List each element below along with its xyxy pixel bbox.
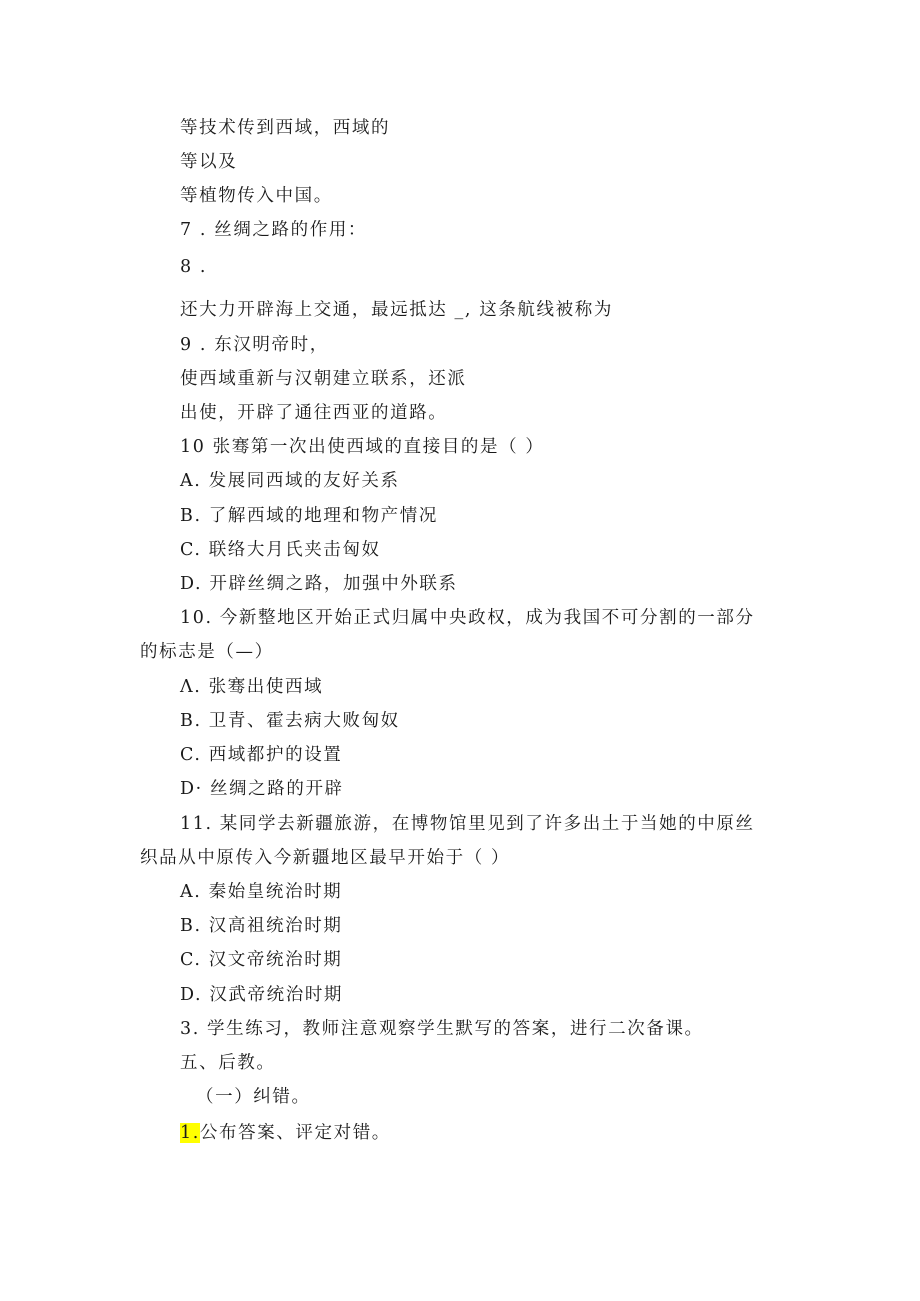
text-line: 等以及 bbox=[180, 152, 238, 172]
question-10b: 10. 今新整地区开始正式归属中央政权，成为我国不可分割的一部分 bbox=[180, 608, 755, 628]
list-item-9: 9 . 东汉明帝时， bbox=[180, 335, 329, 355]
option-c: C. 联络大月氏夹击匈奴 bbox=[180, 540, 381, 560]
option-b: B. 汉高祖统治时期 bbox=[180, 916, 343, 936]
text-line: 等植物传入中国。 bbox=[180, 186, 333, 206]
option-b: B. 了解西域的地理和物产情况 bbox=[180, 506, 438, 526]
question-11-cont: 织品从中原传入今新疆地区最早开始于（ ） bbox=[140, 848, 511, 868]
step-3: 3. 学生练习，教师注意观察学生默写的答案，进行二次备课。 bbox=[180, 1019, 704, 1039]
option-a: A. 秦始皇统治时期 bbox=[180, 882, 343, 902]
option-d: D· 丝绸之路的开辟 bbox=[180, 779, 344, 799]
option-a: A. 发展同西域的友好关系 bbox=[180, 471, 400, 491]
option-d: D. 汉武帝统治时期 bbox=[180, 985, 344, 1005]
text-line: 等技术传到西域，西域的 bbox=[180, 118, 391, 138]
highlighted-number: 1. bbox=[180, 1123, 200, 1143]
option-c: C. 汉文帝统治时期 bbox=[180, 950, 343, 970]
option-b: B. 卫青、霍去病大败匈奴 bbox=[180, 711, 400, 731]
question-11: 11. 某同学去新疆旅游，在博物馆里见到了许多出土于当她的中原丝 bbox=[180, 814, 755, 834]
subsection-heading: （一）纠错。 bbox=[196, 1087, 311, 1107]
question-10a: 10 张骞第一次出使西域的直接目的是（ ） bbox=[180, 437, 545, 457]
question-10b-cont: 的标志是（—） bbox=[140, 642, 274, 662]
step-1-text: 公布答案、评定对错。 bbox=[199, 1123, 391, 1143]
text-line: 出使，开辟了通往西亚的道路。 bbox=[180, 403, 448, 423]
text-line: 使西域重新与汉朝建立联系，还派 bbox=[180, 369, 467, 389]
text-line: 还大力开辟海上交通，最远抵达 _, 这条航线被称为 bbox=[180, 300, 613, 320]
step-1 bbox=[180, 1122, 391, 1144]
list-item-8: 8 . bbox=[180, 257, 208, 277]
list-item-7: 7 . 丝绸之路的作用： bbox=[180, 220, 368, 240]
option-a: Λ. 张骞出使西域 bbox=[180, 677, 324, 697]
option-c: C. 西域都护的设置 bbox=[180, 745, 343, 765]
option-d: D. 开辟丝绸之路，加强中外联系 bbox=[180, 574, 458, 594]
section-heading: 五、后教。 bbox=[180, 1053, 276, 1073]
